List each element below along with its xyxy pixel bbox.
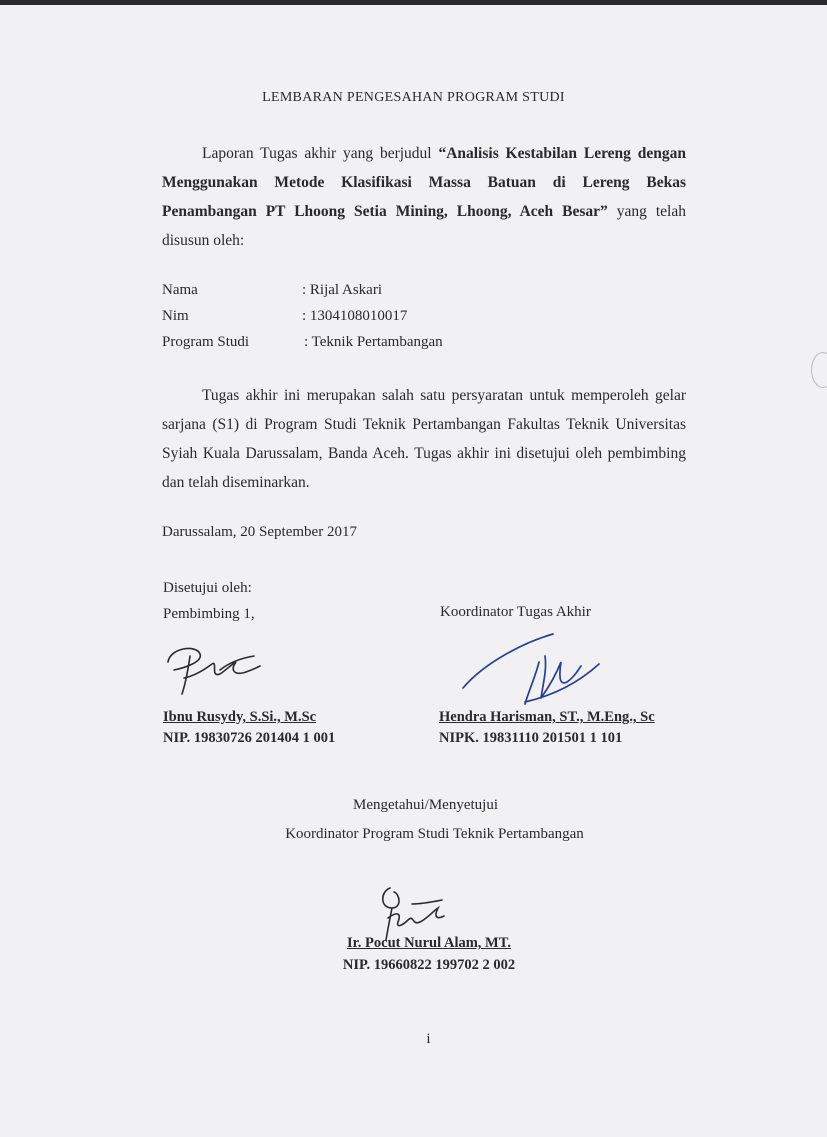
scan-top-border [0, 0, 827, 5]
intro-line-3 [162, 197, 686, 226]
intro-line-1 [162, 139, 686, 168]
field-label-program: Program Studi [162, 334, 250, 350]
intro-text-tail: yang telah [607, 203, 686, 220]
field-value-name: : Rijal Askari [302, 282, 382, 298]
field-value-nim: : 1304108010017 [302, 308, 408, 324]
acknowledgement-line-2: Koordinator Program Studi Teknik Pertambangan [285, 826, 584, 842]
coordinator-name: Hendra Harisman, ST., M.Eng., Sc [439, 709, 655, 725]
scan-edge-mark [811, 352, 827, 388]
statement-line-1: Tugas akhir ini merupakan salah satu persyaratan untuk memperoleh gelar [202, 387, 686, 404]
statement-paragraph [162, 381, 686, 497]
page-title: LEMBARAN PENGESAHAN PROGRAM STUDI [262, 90, 565, 105]
field-value-program: : Teknik Pertambangan [304, 334, 443, 350]
place-date: Darussalam, 20 September 2017 [162, 524, 357, 540]
statement-line-3: Syiah Kuala Darussalam, Banda Aceh. Tugas akhir ini disetujui oleh pembimbing [162, 445, 686, 462]
statement-line-4: dan telah diseminarkan. [162, 474, 310, 491]
thesis-title-part-1: “Analisis Kestabilan Lereng dengan [438, 145, 686, 162]
acknowledgement-line-1: Mengetahui/Menyetujui [353, 797, 498, 813]
program-head-nip: NIP. 19660822 199702 2 002 [342, 957, 516, 973]
program-head-name: Ir. Pocut Nurul Alam, MT. [347, 935, 511, 951]
thesis-title-part-3: Penambangan PT Lhoong Setia Mining, Lhoong, Aceh Besar” [162, 203, 608, 220]
intro-paragraph [162, 139, 686, 255]
coordinator-nip: NIPK. 19831110 201501 1 101 [439, 730, 623, 746]
advisor-name: Ibnu Rusydy, S.Si., M.Sc [163, 709, 317, 725]
field-label-name: Nama [162, 282, 198, 298]
statement-line-2: sarjana (S1) di Program Studi Teknik Pertambangan Fakultas Teknik Universitas [162, 416, 686, 433]
approved-by-label: Disetujui oleh: [163, 580, 252, 596]
page-number: i [426, 1031, 431, 1047]
advisor-role: Pembimbing 1, [163, 606, 255, 622]
coordinator-signature [455, 622, 605, 712]
field-label-nim: Nim [162, 308, 189, 324]
coordinator-role: Koordinator Tugas Akhir [440, 604, 591, 620]
intro-line-4: disusun oleh: [162, 232, 245, 249]
thesis-title-part-2: Menggunakan Metode Klasifikasi Massa Batuan di Lereng Bekas [162, 174, 686, 191]
advisor-signature [160, 640, 270, 700]
advisor-nip: NIP. 19830726 201404 1 001 [163, 730, 336, 746]
intro-text: Laporan Tugas akhir yang berjudul [202, 145, 439, 162]
